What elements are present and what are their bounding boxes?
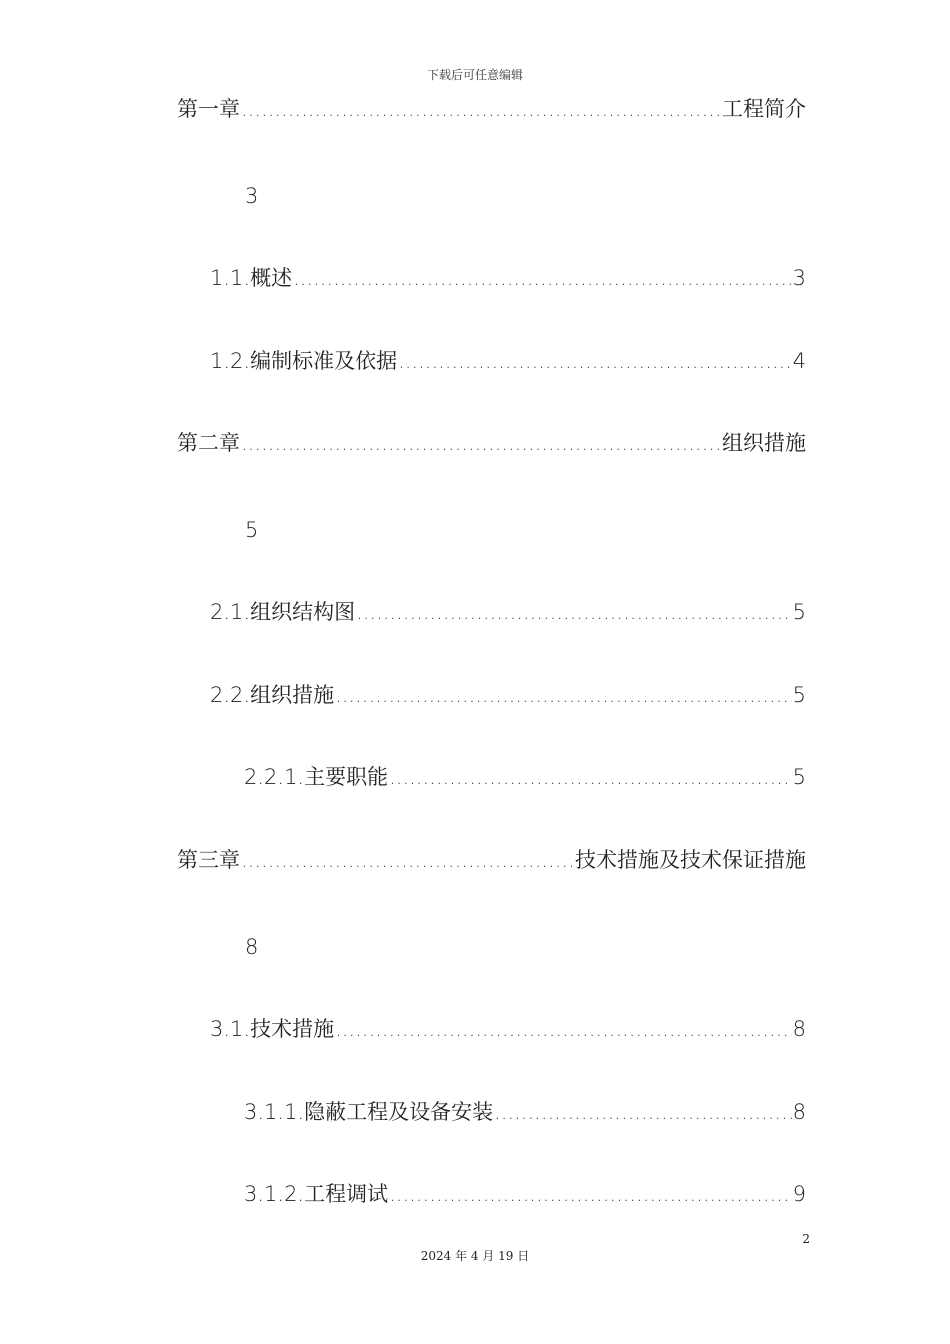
toc-leader <box>241 428 721 458</box>
page-number: 2 <box>802 1232 810 1246</box>
toc-leader <box>494 1097 792 1127</box>
toc-leader <box>335 1014 792 1044</box>
toc-chapter-title: 技术措施及技术保证措施 <box>575 848 806 872</box>
toc-entry-number: 2.2.1. <box>244 765 305 789</box>
toc-chapter-title: 组织措施 <box>722 431 806 455</box>
toc-chapter-label: 第二章 <box>177 431 240 455</box>
toc-entry-number: 3.1. <box>210 1017 251 1041</box>
toc-entry-title: 概述 <box>250 266 293 290</box>
toc-entry-title: 编制标准及依据 <box>250 349 398 373</box>
toc-entry-page: 9 <box>792 1182 806 1206</box>
toc-chapter-2[interactable] <box>177 428 806 458</box>
toc-leader <box>293 263 792 293</box>
footer-date: 2024 年 4 月 19 日 <box>420 1249 530 1263</box>
toc-leader <box>398 346 792 376</box>
toc-entry-number: 1.2. <box>210 349 251 373</box>
toc-leader <box>241 845 574 875</box>
toc-chapter-3[interactable] <box>177 845 806 875</box>
toc-chapter-label: 第一章 <box>177 97 240 121</box>
toc-entry-2-2-1[interactable] <box>244 762 806 792</box>
toc-entry-page: 3 <box>792 266 806 290</box>
toc-entry-title: 主要职能 <box>304 765 389 789</box>
toc-entry-number: 1.1. <box>210 266 251 290</box>
toc-entry-title: 技术措施 <box>250 1017 335 1041</box>
toc-entry-title: 工程调试 <box>304 1182 389 1206</box>
toc-entry-number: 3.1.1. <box>244 1100 305 1124</box>
toc-entry-2-1[interactable] <box>210 597 806 627</box>
toc-entry-title: 组织措施 <box>250 683 335 707</box>
toc-chapter-1[interactable] <box>177 94 806 124</box>
toc-chapter-label: 第三章 <box>177 848 240 872</box>
toc-leader <box>389 762 792 792</box>
toc-entry-3-1-1[interactable] <box>244 1097 806 1127</box>
toc-entry-number: 2.2. <box>210 683 251 707</box>
toc-entry-page: 5 <box>792 600 806 624</box>
toc-chapter-title: 工程简介 <box>722 97 806 121</box>
toc-leader <box>356 597 792 627</box>
page-header: 下载后可任意编辑 <box>426 68 523 82</box>
toc-entry-title: 组织结构图 <box>250 600 356 624</box>
toc-leader <box>389 1179 792 1209</box>
toc-entry-page: 8 <box>792 1100 806 1124</box>
toc-entry-page: 5 <box>792 765 806 789</box>
toc-entry-number: 3.1.2. <box>244 1182 305 1206</box>
toc-chapter-page: 8 <box>245 935 259 959</box>
toc-leader <box>241 94 721 124</box>
toc-entry-number: 2.1. <box>210 600 251 624</box>
toc-chapter-page: 5 <box>245 518 259 542</box>
toc-entry-page: 5 <box>792 683 806 707</box>
toc-entry-1-1[interactable] <box>210 263 806 293</box>
toc-entry-page: 8 <box>792 1017 806 1041</box>
toc-entry-2-2[interactable] <box>210 680 806 710</box>
toc-entry-1-2[interactable] <box>210 346 806 376</box>
toc-leader <box>335 680 792 710</box>
toc-entry-page: 4 <box>792 349 806 373</box>
toc-entry-3-1-2[interactable] <box>244 1179 806 1209</box>
toc-entry-title: 隐蔽工程及设备安装 <box>304 1100 494 1124</box>
toc-chapter-page: 3 <box>245 184 259 208</box>
toc-entry-3-1[interactable] <box>210 1014 806 1044</box>
